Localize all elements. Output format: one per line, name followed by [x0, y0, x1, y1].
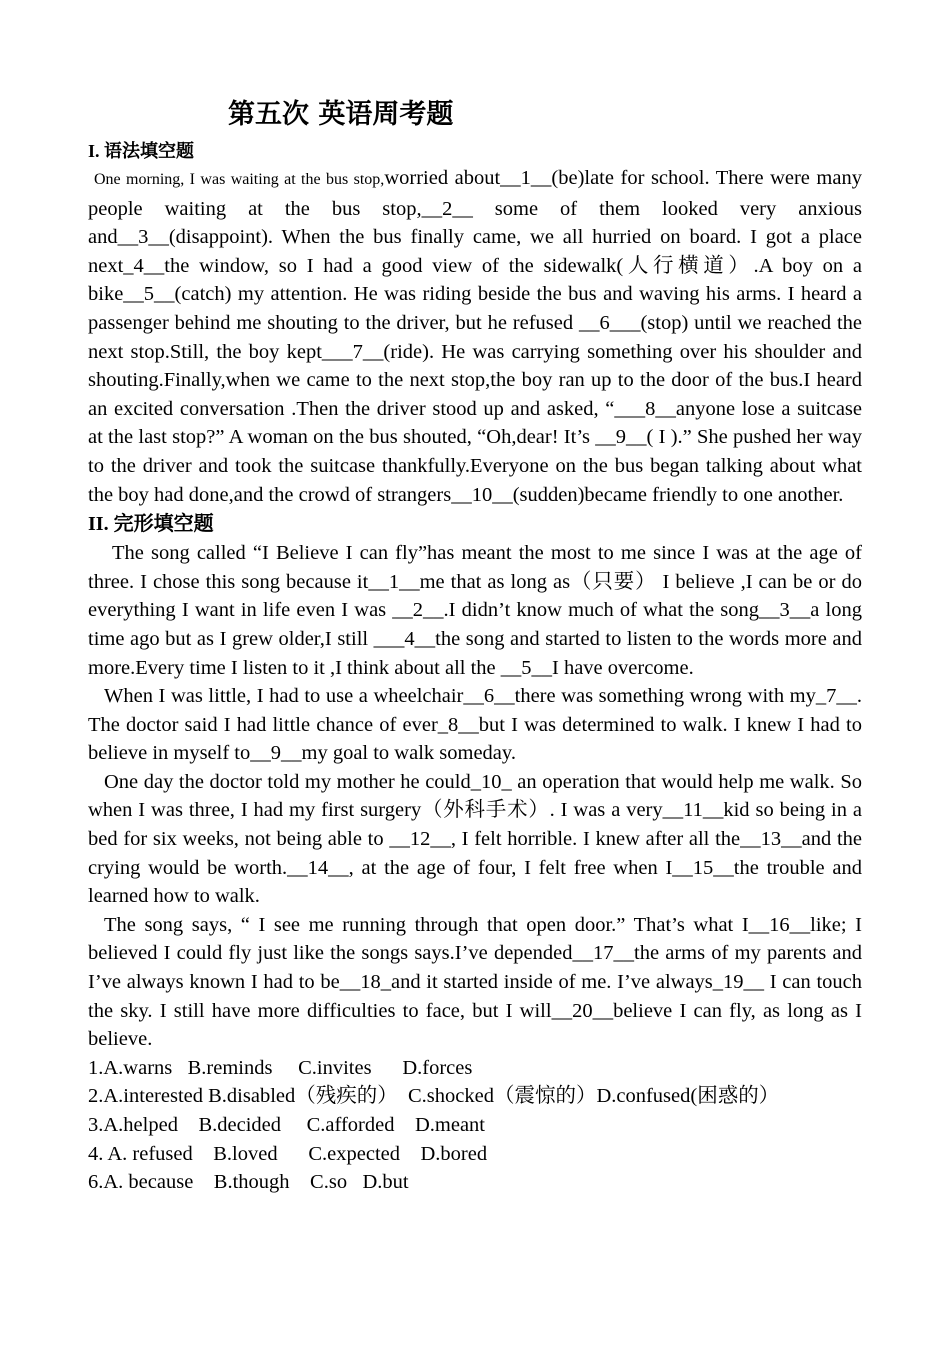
- option-line: 3.A.helped B.decided C.afforded D.meant: [88, 1114, 485, 1136]
- answer-options-list: [88, 1054, 862, 1197]
- passage-body: worried about__1__(be)late for school. There were many people waiting at the bus stop,__2__ some of them looked very anxious and__3__(disappoint). When the bus finally came, we all hurried on board. I got a place next_4__the window, so I had a good view of the sidewalk(人行横道）.A boy on a bike__5__(catch) my attention. He was riding beside the bus and waving his arms. I heard a passenger behind me shouting to the driver, but he refused __6___(stop) until we reached the next stop.Still, the boy kept___7__(ride). He was carrying something over his shoulder and shouting.Finally,when we came to the next stop,the boy ran up to the door of the bus.I heard an excited conversation .Then the driver stood up and asked, “___8__anyone lose a suitcase at the last stop?” A woman on the bus shouted, “Oh,dear! It’s __9__( I ).” She pushed her way to the driver and took the suitcase thankfully.Everyone on the bus began talking about what the boy had done,and the crowd of strangers__10__(sudden)became friendly to one another.: [88, 167, 862, 506]
- section-1-heading: I. 语法填空题: [88, 141, 195, 161]
- page-title: 第五次 英语周考题: [228, 99, 454, 130]
- cloze-paragraph-4: The song says, “ I see me running through that open door.” That’s what I__16__like; I believed I could fly just like the songs says.I’ve depended__17__the arms of my parents and I’ve always known I had to be__18_and it started inside of me. I’ve always_19__ I can touch the sky. I still have more difficulties to face, but I will__20__believe I can fly, as long as I believe.: [88, 913, 862, 1051]
- cloze-paragraph-2: When I was little, I had to use a wheelchair__6__there was something wrong with my_7__. The doctor said I had little chance of ever_8__but I was determined to walk. I knew I had to believe in myself to__9__my goal to walk someday.: [88, 685, 862, 765]
- cloze-paragraph-1: The song called “I Believe I can fly”has meant the most to me since I was at the age of three. I chose this song because it__1__me that as long as（只要） I believe ,I can be or do everything I want in life even I was __2__.I didn’t know much of what the song__3__a long time ago but as I grew older,I still ___4__the song and started to listen to the words more and more.Every time I listen to it ,I think about all the __5__I have overcome.: [88, 542, 862, 679]
- document-page: [88, 92, 862, 1197]
- grammar-fill-passage: [88, 164, 862, 509]
- passage-lead: One morning, I was waiting at the bus stop,: [94, 171, 385, 188]
- option-line: 4. A. refused B.loved C.expected D.bored: [88, 1142, 488, 1165]
- option-line: 6.A. because B.though C.so D.but: [88, 1171, 409, 1194]
- cloze-paragraph-3: One day the doctor told my mother he could_10_ an operation that would help me walk. So when I was three, I had my first surgery（外科手术）. I was a very__11__kid so being in a bed for six weeks, not being able to __12__, I felt horrible. I knew after all the__13__and the crying would be worth.__14__, at the age of four, I felt free when I__15__the trouble and learned how to walk.: [88, 770, 862, 908]
- option-line: 1.A.warns B.reminds C.invites D.forces: [88, 1056, 473, 1079]
- section-2-heading: II. 完形填空题: [88, 513, 214, 536]
- option-line: 2.A.interested B.disabled（残疾的） C.shocked（震惊的）D.confused(困惑的）: [88, 1085, 780, 1108]
